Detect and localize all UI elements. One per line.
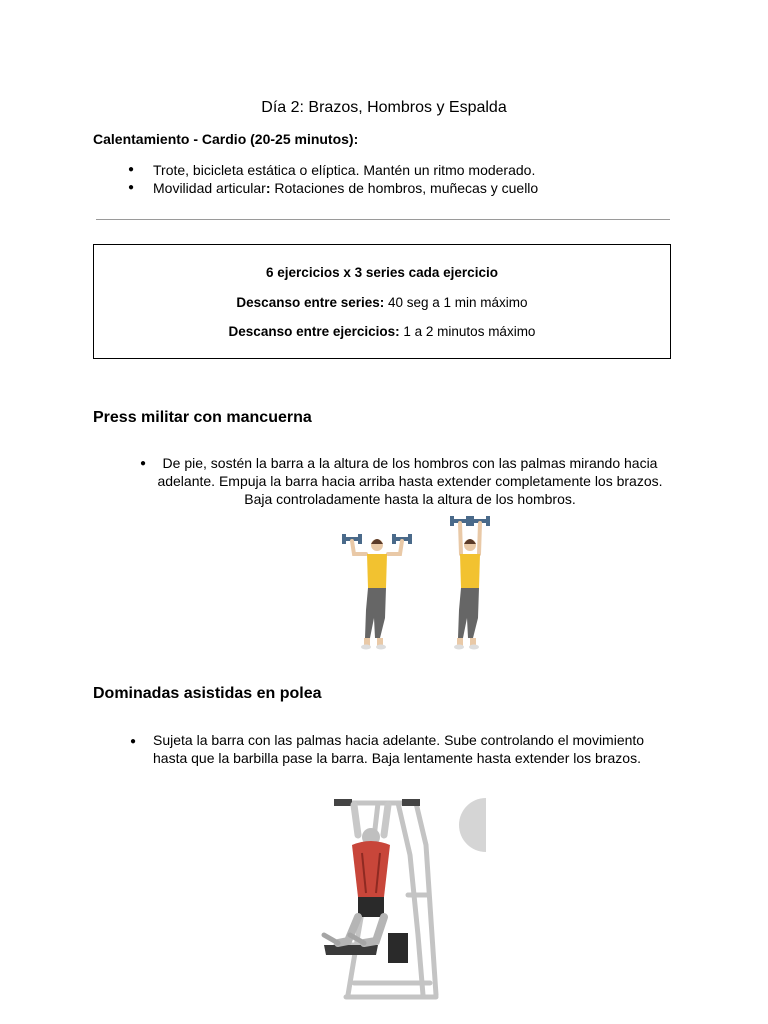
summary-rest-exercises bbox=[94, 324, 670, 339]
exercise-heading: Dominadas asistidas en polea bbox=[93, 685, 322, 702]
warmup-item-sep: : bbox=[265, 180, 271, 196]
description-line: adelante. Empuja la barra hacia arriba hasta extender completamente los brazos. bbox=[157, 473, 663, 489]
bullet-icon: ● bbox=[140, 458, 147, 469]
description-line: De pie, sostén la barra a la altura de los hombros con las palmas mirando hacia bbox=[162, 455, 658, 471]
warmup-item-label: Movilidad articular bbox=[153, 180, 266, 196]
description-line: hasta que la barbilla pase la barra. Baja lentamente hasta extender los brazos. bbox=[153, 750, 641, 766]
figure-start-position bbox=[342, 534, 412, 650]
summary-sets: 6 ejercicios x 3 series cada ejercicio bbox=[266, 265, 498, 280]
warmup-item-text: Trote, bicicleta estática o elíptica. Mantén un ritmo moderado. bbox=[153, 162, 536, 178]
figure-end-position bbox=[450, 516, 490, 650]
divider bbox=[96, 219, 670, 220]
bullet-icon: ● bbox=[130, 736, 137, 747]
figure-pullup bbox=[324, 805, 390, 943]
list-item bbox=[128, 161, 538, 179]
assisted-pullup-illustration bbox=[318, 785, 490, 1013]
rest-series-value: 40 seg a 1 min máximo bbox=[384, 295, 528, 310]
warmup-heading: Calentamiento - Cardio (20-25 minutos): bbox=[93, 131, 359, 147]
summary-rest-series bbox=[94, 295, 670, 310]
exercise-heading: Press militar con mancuerna bbox=[93, 409, 312, 426]
exercise-description bbox=[150, 454, 670, 508]
description-line: Sujeta la barra con las palmas hacia adelante. Sube controlando el movimiento bbox=[153, 732, 645, 748]
list-item bbox=[128, 179, 538, 197]
summary-box bbox=[93, 244, 671, 359]
warmup-item-text: Rotaciones de hombros, muñecas y cuello bbox=[270, 180, 539, 196]
exercise-description bbox=[153, 731, 673, 767]
rest-exercises-label: Descanso entre ejercicios: bbox=[228, 324, 400, 339]
warmup-list bbox=[128, 161, 538, 197]
description-line: Baja controladamente hasta la altura de los hombros. bbox=[244, 491, 576, 507]
rest-series-label: Descanso entre series: bbox=[236, 295, 385, 310]
shoulder-press-illustration bbox=[330, 510, 510, 655]
rest-exercises-value: 1 a 2 minutos máximo bbox=[399, 324, 536, 339]
page-title: Día 2: Brazos, Hombros y Espalda bbox=[261, 99, 507, 116]
weight-plate-icon bbox=[459, 798, 486, 852]
